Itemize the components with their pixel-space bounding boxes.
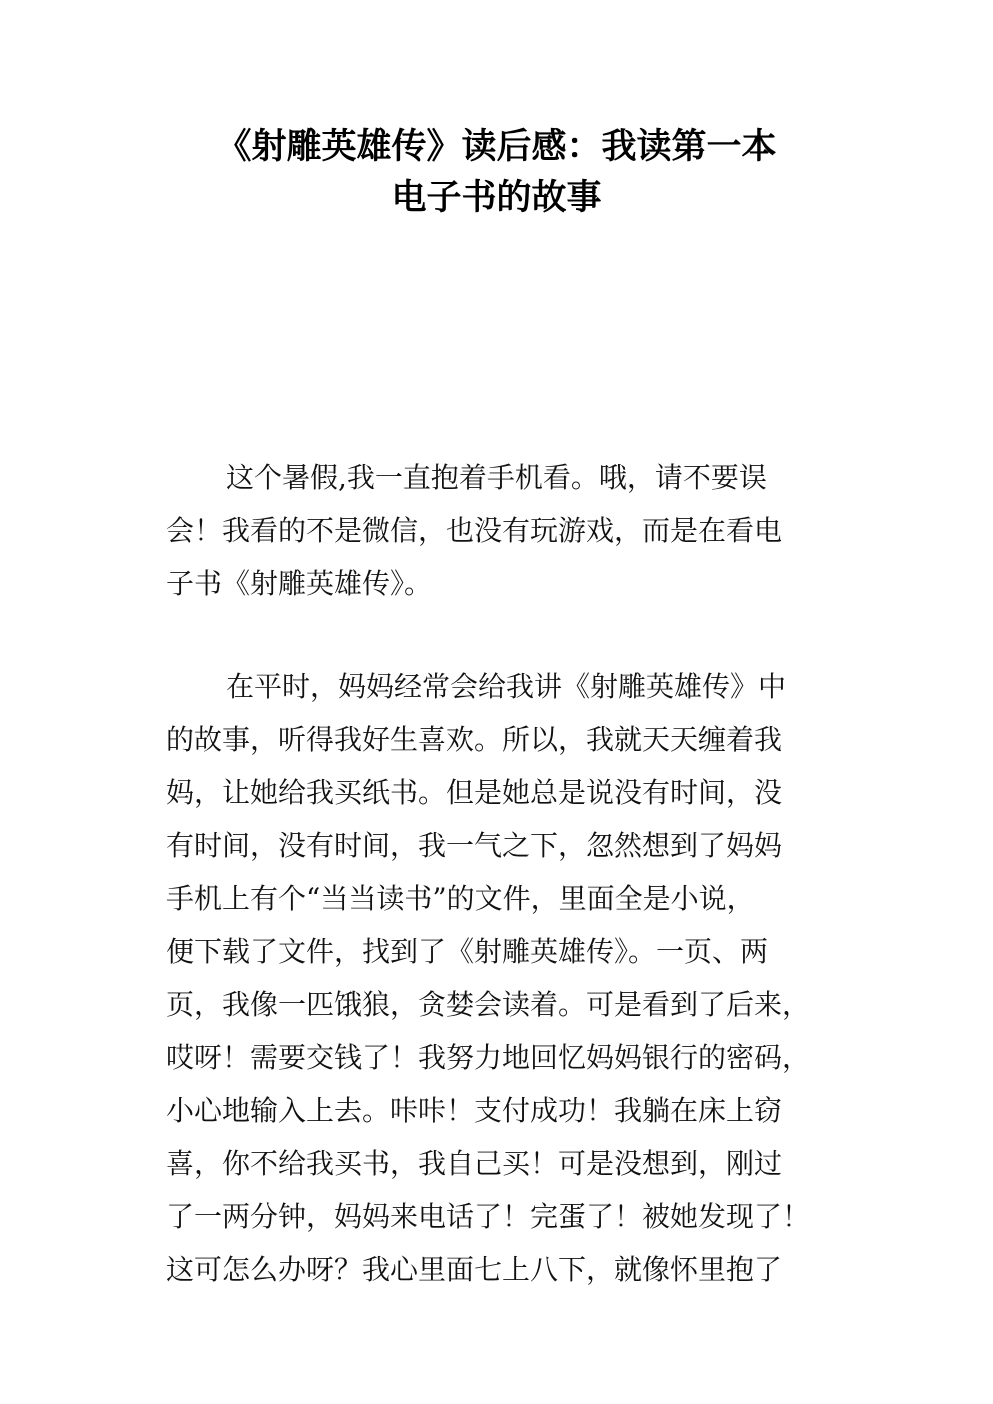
paragraph-2	[166, 660, 856, 1296]
paragraph-line: 页，我像一匹饿狼，贪婪会读着。可是看到了后来，	[166, 988, 811, 1021]
paragraph-line: 这个暑假,我一直抱着手机看。哦，请不要误	[226, 461, 767, 494]
paragraph-line: 喜，你不给我买书，我自己买！可是没想到，刚过	[166, 1147, 783, 1180]
paragraph-line: 会！我看的不是微信，也没有玩游戏，而是在看电	[166, 514, 783, 547]
title-line-1: 《射雕英雄传》读后感：我读第一本	[216, 127, 777, 167]
paragraph-line: 的故事，听得我好生喜欢。所以，我就天天缠着我	[166, 723, 783, 756]
paragraph-line: 有时间，没有时间，我一气之下，忽然想到了妈妈	[166, 829, 783, 862]
paragraph-line: 子书《射雕英雄传》。	[166, 567, 433, 600]
paragraph-line: 妈，让她给我买纸书。但是她总是说没有时间，没	[166, 776, 783, 809]
paragraph-line: 便下载了文件，找到了《射雕英雄传》。一页、两	[166, 935, 769, 968]
paragraph-line: 这可怎么办呀？我心里面七上八下，就像怀里抱了	[166, 1253, 783, 1286]
paragraph-line: 了一两分钟，妈妈来电话了！完蛋了！被她发现了！	[166, 1200, 811, 1233]
paragraph-line: 手机上有个“当当读书”的文件，里面全是小说，	[166, 882, 755, 915]
paragraph-line: 小心地输入上去。咔咔！支付成功！我躺在床上窃	[166, 1094, 783, 1127]
document-title	[140, 122, 853, 224]
title-line-2: 电子书的故事	[391, 178, 602, 218]
paragraph-line: 哎呀！需要交钱了！我努力地回忆妈妈银行的密码，	[166, 1041, 811, 1074]
paragraph-1	[166, 451, 856, 610]
paragraph-line: 在平时，妈妈经常会给我讲《射雕英雄传》中	[226, 670, 787, 703]
